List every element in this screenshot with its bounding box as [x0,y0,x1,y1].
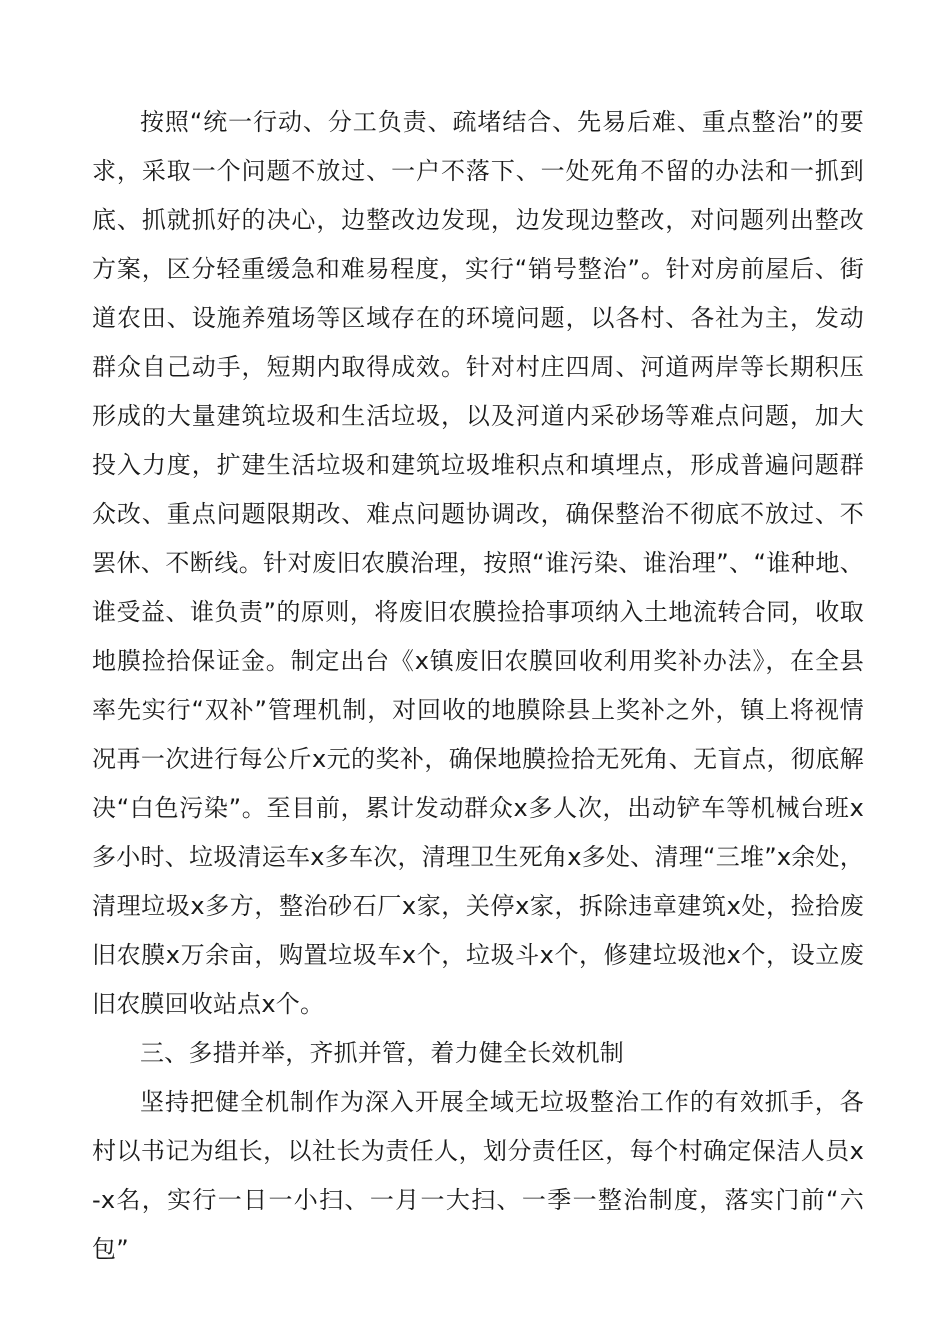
body-paragraph: 按照“统一行动、分工负责、疏堵结合、先易后难、重点整治”的要求，采取一个问题不放过、一户不落下、一处死角不留的办法和一抓到底、抓就抓好的决心，边整改边发现，边发现边整改，对问题列出整改方案，区分轻重缓急和难易程度，实行“销号整治”。针对房前屋后、街道农田、设施养殖场等区域存在的环境问题，以各村、各社为主，发动群众自己动手，短期内取得成效。针对村庄四周、河道两岸等长期积压形成的大量建筑垃圾和生活垃圾，以及河道内采砂场等难点问题，加大投入力度，扩建生活垃圾和建筑垃圾堆积点和填埋点，形成普遍问题群众改、重点问题限期改、难点问题协调改，确保整治不彻底不放过、不罢休、不断线。针对废旧农膜治理，按照“谁污染、谁治理”、“谁种地、谁受益、谁负责”的原则，将废旧农膜捡拾事项纳入土地流转合同，收取地膜捡拾保证金。制定出台《x镇废旧农膜回收利用奖补办法》，在全县率先实行“双补”管理机制，对回收的地膜除县上奖补之外，镇上将视情况再一次进行每公斤x元的奖补，确保地膜捡拾无死角、无盲点，彻底解决“白色污染”。至目前，累计发动群众x多人次，出动铲车等机械台班x多小时、垃圾清运车x多车次，清理卫生死角x多处、清理“三堆”x余处，清理垃圾x多方，整治砂石厂x家，关停x家，拆除违章建筑x处，捡拾废旧农膜x万余亩，购置垃圾车x个，垃圾斗x个，修建垃圾池x个，设立废旧农膜回收站点x个。 [92,108,864,1018]
section-heading: 三、多措并举，齐抓并管，着力健全长效机制 [140,1039,624,1067]
body-paragraph: 坚持把健全机制作为深入开展全域无垃圾整治工作的有效抓手，各村以书记为组长，以社长为责任人，划分责任区，每个村确定保洁人员x-x名，实行一日一小扫、一月一大扫、一季一整治制度，落实门前“六包” [92,1088,864,1263]
